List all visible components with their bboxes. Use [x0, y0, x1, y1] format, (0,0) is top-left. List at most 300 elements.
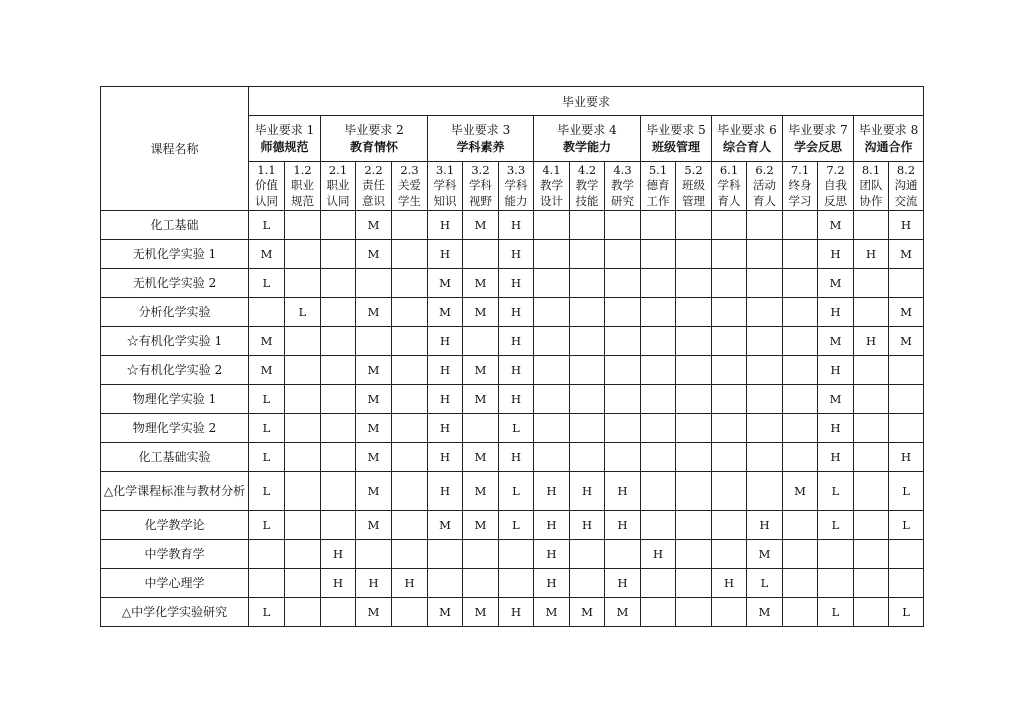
support-level-cell: [570, 443, 605, 472]
sub-requirement-header: [605, 162, 641, 211]
support-level-cell: M: [747, 598, 783, 627]
sub-requirement-code: 6.2: [755, 162, 774, 177]
support-level-cell: [712, 472, 747, 511]
sub-requirement-header: [356, 162, 392, 211]
requirement-header-7: [783, 116, 854, 162]
support-level-cell: [285, 385, 321, 414]
support-level-cell: L: [499, 511, 534, 540]
support-level-cell: [712, 240, 747, 269]
support-level-cell: H: [818, 443, 854, 472]
sub-requirement-code: 1.2: [293, 162, 312, 177]
sub-requirement-l1: 学科: [469, 178, 492, 193]
support-level-cell: [854, 385, 889, 414]
support-level-cell: H: [534, 569, 570, 598]
support-level-cell: [605, 443, 641, 472]
support-level-cell: [463, 569, 499, 598]
support-level-cell: [641, 298, 676, 327]
support-level-cell: [676, 414, 712, 443]
requirement-header-6: [712, 116, 783, 162]
sub-requirement-l2: 视野: [469, 193, 492, 208]
support-level-cell: [392, 240, 428, 269]
support-level-cell: [392, 511, 428, 540]
requirement-name: 班级管理: [651, 139, 700, 154]
support-level-cell: [605, 540, 641, 569]
sub-requirement-header: [641, 162, 676, 211]
support-level-cell: [676, 356, 712, 385]
support-level-cell: M: [570, 598, 605, 627]
support-level-cell: H: [605, 511, 641, 540]
table-row: [101, 327, 924, 356]
support-level-cell: H: [499, 327, 534, 356]
support-level-cell: M: [463, 269, 499, 298]
support-level-cell: [783, 598, 818, 627]
sub-requirement-l1: 教学: [611, 178, 634, 193]
sub-requirement-l1: 教学: [540, 178, 563, 193]
support-level-cell: M: [356, 240, 392, 269]
support-level-cell: [854, 598, 889, 627]
table-row: [101, 240, 924, 269]
support-level-cell: [570, 356, 605, 385]
support-level-cell: [676, 443, 712, 472]
course-name-cell: 无机化学实验 1: [101, 240, 249, 269]
support-level-cell: [641, 414, 676, 443]
support-level-cell: [676, 598, 712, 627]
support-level-cell: L: [499, 414, 534, 443]
support-level-cell: M: [463, 356, 499, 385]
support-level-cell: H: [356, 569, 392, 598]
support-level-cell: L: [747, 569, 783, 598]
support-level-cell: H: [534, 511, 570, 540]
sub-requirement-code: 3.2: [471, 162, 490, 177]
support-level-cell: [676, 211, 712, 240]
sub-requirement-l2: 反思: [824, 193, 847, 208]
support-level-cell: [285, 598, 321, 627]
support-level-cell: H: [428, 356, 463, 385]
sub-requirement-header: [285, 162, 321, 211]
support-level-cell: L: [249, 472, 285, 511]
support-level-cell: [321, 327, 356, 356]
support-level-cell: [783, 569, 818, 598]
support-level-cell: H: [428, 443, 463, 472]
support-level-cell: M: [463, 598, 499, 627]
sub-requirement-header: [818, 162, 854, 211]
support-level-cell: [889, 356, 924, 385]
sub-requirement-l1: 学科: [433, 178, 457, 193]
sub-requirement-l2: 学生: [398, 193, 421, 208]
sub-requirement-l1: 班级: [682, 178, 705, 193]
support-level-cell: H: [499, 211, 534, 240]
sub-requirement-code: 1.1: [257, 162, 276, 177]
support-level-cell: M: [463, 472, 499, 511]
support-level-cell: [712, 598, 747, 627]
support-level-cell: M: [463, 211, 499, 240]
support-level-cell: [747, 356, 783, 385]
course-rows: [101, 211, 924, 627]
support-level-cell: [534, 211, 570, 240]
support-level-cell: M: [356, 298, 392, 327]
support-level-cell: [641, 511, 676, 540]
support-level-cell: [392, 443, 428, 472]
support-level-cell: [889, 269, 924, 298]
graduation-requirements-header: 毕业要求: [249, 87, 924, 116]
sub-requirement-header: [463, 162, 499, 211]
support-level-cell: H: [818, 240, 854, 269]
support-level-cell: [605, 356, 641, 385]
support-level-cell: [747, 443, 783, 472]
support-level-cell: [463, 540, 499, 569]
support-level-cell: [534, 385, 570, 414]
support-level-cell: H: [818, 356, 854, 385]
support-level-cell: [854, 540, 889, 569]
sub-requirement-header: [321, 162, 356, 211]
support-level-cell: [676, 240, 712, 269]
support-level-cell: [641, 569, 676, 598]
support-level-cell: [285, 356, 321, 385]
support-level-cell: [392, 472, 428, 511]
support-level-cell: [428, 569, 463, 598]
table-row: [101, 443, 924, 472]
sub-requirement-l1: 职业: [291, 178, 314, 193]
sub-requirement-code: 4.2: [577, 162, 597, 177]
requirement-header-5: [641, 116, 712, 162]
support-level-cell: [676, 472, 712, 511]
support-level-cell: [570, 327, 605, 356]
support-level-cell: [747, 269, 783, 298]
support-level-cell: M: [463, 443, 499, 472]
table-row: [101, 472, 924, 511]
requirement-name: 沟通合作: [864, 139, 913, 154]
sub-requirement-code: 8.2: [896, 162, 916, 177]
requirement-number: 毕业要求 6: [717, 122, 777, 137]
support-level-cell: [570, 569, 605, 598]
support-level-cell: [392, 298, 428, 327]
requirement-header-1: [249, 116, 321, 162]
support-level-cell: L: [249, 598, 285, 627]
support-level-cell: [321, 269, 356, 298]
support-level-cell: [676, 385, 712, 414]
course-name-cell: ☆有机化学实验 2: [101, 356, 249, 385]
sub-requirement-code: 4.3: [613, 162, 632, 177]
support-level-cell: [712, 269, 747, 298]
support-level-cell: [463, 414, 499, 443]
sub-requirement-l1: 学科: [504, 178, 528, 193]
sub-requirement-header: [392, 162, 428, 211]
sub-requirement-l1: 责任: [362, 178, 385, 193]
support-level-cell: [392, 356, 428, 385]
support-level-cell: M: [818, 385, 854, 414]
support-level-cell: [392, 385, 428, 414]
course-name-cell: 化学教学论: [101, 511, 249, 540]
course-name-cell: 物理化学实验 1: [101, 385, 249, 414]
support-level-cell: [676, 269, 712, 298]
requirement-number: 毕业要求 1: [254, 122, 315, 137]
sub-requirement-header: [570, 162, 605, 211]
support-level-cell: [356, 327, 392, 356]
support-level-cell: H: [428, 211, 463, 240]
requirement-name: 教育情怀: [349, 139, 398, 154]
support-level-cell: [534, 356, 570, 385]
support-level-cell: H: [321, 569, 356, 598]
sub-requirement-l1: 活动: [753, 178, 776, 193]
support-level-cell: M: [249, 356, 285, 385]
support-level-cell: H: [321, 540, 356, 569]
requirement-name: 学科素养: [456, 139, 505, 154]
support-level-cell: [463, 327, 499, 356]
support-level-cell: [534, 443, 570, 472]
support-level-cell: M: [534, 598, 570, 627]
support-level-cell: M: [356, 472, 392, 511]
support-level-cell: [818, 540, 854, 569]
support-level-cell: H: [570, 511, 605, 540]
table-row: [101, 511, 924, 540]
support-level-cell: [854, 298, 889, 327]
requirement-name: 教学能力: [562, 139, 611, 154]
support-level-cell: L: [818, 511, 854, 540]
sub-requirement-l1: 德育: [646, 178, 670, 193]
support-level-cell: [676, 511, 712, 540]
sub-requirement-l2: 研究: [611, 193, 634, 208]
support-level-cell: [605, 269, 641, 298]
support-level-cell: M: [463, 298, 499, 327]
support-level-cell: H: [747, 511, 783, 540]
support-level-cell: [570, 211, 605, 240]
support-level-cell: [249, 569, 285, 598]
sub-requirement-code: 2.3: [400, 162, 419, 177]
support-level-cell: [747, 385, 783, 414]
support-level-cell: [392, 269, 428, 298]
support-level-cell: H: [428, 385, 463, 414]
requirement-header-3: [428, 116, 534, 162]
support-level-cell: [889, 569, 924, 598]
support-level-cell: L: [249, 385, 285, 414]
support-level-cell: [641, 443, 676, 472]
support-level-cell: [570, 414, 605, 443]
support-level-cell: M: [818, 327, 854, 356]
support-level-cell: [854, 211, 889, 240]
sub-requirement-code: 6.1: [719, 162, 739, 177]
support-level-cell: [570, 540, 605, 569]
support-level-cell: [641, 598, 676, 627]
support-level-cell: H: [889, 211, 924, 240]
support-level-cell: [783, 240, 818, 269]
support-level-cell: [605, 211, 641, 240]
support-level-cell: [676, 327, 712, 356]
support-level-cell: L: [818, 598, 854, 627]
support-level-cell: [712, 540, 747, 569]
support-level-cell: [285, 327, 321, 356]
support-level-cell: M: [356, 511, 392, 540]
support-level-cell: H: [499, 385, 534, 414]
support-level-cell: [285, 569, 321, 598]
support-level-cell: [783, 298, 818, 327]
support-level-cell: [747, 298, 783, 327]
sub-requirement-l1: 关爱: [398, 178, 421, 193]
sub-requirement-header: [676, 162, 712, 211]
support-level-cell: [747, 472, 783, 511]
sub-requirement-l2: 能力: [504, 193, 528, 208]
support-level-cell: [854, 511, 889, 540]
support-level-cell: [641, 240, 676, 269]
requirement-number: 毕业要求 8: [858, 122, 919, 137]
support-level-cell: [712, 356, 747, 385]
support-level-cell: M: [249, 240, 285, 269]
support-level-cell: M: [889, 327, 924, 356]
sub-requirement-l2: 认同: [255, 193, 278, 208]
requirement-number: 毕业要求 7: [788, 122, 848, 137]
sub-requirement-l1: 沟通: [894, 178, 918, 193]
support-level-cell: [889, 540, 924, 569]
sub-requirement-code: 3.3: [506, 162, 526, 177]
table-row: [101, 269, 924, 298]
support-level-cell: [321, 414, 356, 443]
support-level-cell: H: [499, 598, 534, 627]
support-level-cell: [534, 327, 570, 356]
support-level-cell: M: [356, 443, 392, 472]
support-level-cell: [818, 569, 854, 598]
support-level-cell: [783, 443, 818, 472]
sub-requirement-l2: 协作: [859, 193, 883, 208]
sub-requirement-l1: 学科: [717, 178, 741, 193]
support-level-cell: [676, 569, 712, 598]
support-level-cell: [712, 211, 747, 240]
sub-requirement-code: 5.2: [684, 162, 703, 177]
sub-requirement-header: [783, 162, 818, 211]
course-name-cell: 化工基础: [101, 211, 249, 240]
support-level-cell: [321, 385, 356, 414]
support-level-cell: [854, 269, 889, 298]
support-level-cell: [747, 240, 783, 269]
sub-requirement-header: [249, 162, 285, 211]
support-level-cell: [392, 598, 428, 627]
support-level-cell: [356, 269, 392, 298]
sub-requirement-l1: 价值: [255, 178, 278, 193]
support-level-cell: M: [428, 511, 463, 540]
requirement-number: 毕业要求 2: [344, 122, 404, 137]
support-level-cell: H: [392, 569, 428, 598]
support-level-cell: H: [499, 443, 534, 472]
requirement-name: 学会反思: [793, 139, 842, 154]
support-level-cell: H: [818, 298, 854, 327]
support-level-cell: [321, 443, 356, 472]
sub-requirement-header: [499, 162, 534, 211]
support-level-cell: H: [605, 569, 641, 598]
support-level-cell: H: [499, 269, 534, 298]
sub-requirement-l1: 职业: [326, 178, 350, 193]
sub-requirement-l2: 育人: [717, 193, 741, 208]
support-level-cell: H: [534, 540, 570, 569]
sub-requirement-code: 2.1: [328, 162, 348, 177]
support-level-cell: [605, 327, 641, 356]
support-level-cell: [285, 240, 321, 269]
sub-requirement-header: [889, 162, 924, 211]
sub-requirement-l2: 知识: [433, 193, 457, 208]
support-level-cell: H: [534, 472, 570, 511]
table-row: [101, 540, 924, 569]
support-level-cell: [712, 385, 747, 414]
support-level-cell: M: [249, 327, 285, 356]
graduation-requirements-matrix: [100, 86, 924, 627]
sub-requirement-code: 5.1: [648, 162, 668, 177]
course-name-cell: ☆有机化学实验 1: [101, 327, 249, 356]
support-level-cell: M: [889, 240, 924, 269]
support-level-cell: H: [570, 472, 605, 511]
support-level-cell: [783, 511, 818, 540]
support-level-cell: [463, 240, 499, 269]
requirement-name: 师德规范: [260, 139, 309, 154]
support-level-cell: [321, 298, 356, 327]
course-name-cell: 化工基础实验: [101, 443, 249, 472]
support-level-cell: [641, 327, 676, 356]
requirement-number: 毕业要求 5: [646, 122, 706, 137]
support-level-cell: H: [428, 327, 463, 356]
support-level-cell: M: [356, 356, 392, 385]
support-level-cell: [783, 540, 818, 569]
support-level-cell: L: [249, 211, 285, 240]
support-level-cell: [356, 540, 392, 569]
support-level-cell: M: [747, 540, 783, 569]
support-level-cell: [783, 356, 818, 385]
support-level-cell: M: [818, 269, 854, 298]
sub-requirement-header: [428, 162, 463, 211]
support-level-cell: [285, 269, 321, 298]
sub-requirement-l2: 管理: [682, 193, 705, 208]
support-level-cell: M: [605, 598, 641, 627]
support-level-cell: [854, 443, 889, 472]
table-row: [101, 385, 924, 414]
support-level-cell: L: [285, 298, 321, 327]
table-row: [101, 569, 924, 598]
support-level-cell: [570, 298, 605, 327]
support-level-cell: [534, 298, 570, 327]
support-level-cell: M: [356, 598, 392, 627]
support-level-cell: L: [249, 269, 285, 298]
support-level-cell: [747, 211, 783, 240]
sub-requirement-code: 2.2: [364, 162, 383, 177]
sub-requirement-l2: 设计: [540, 193, 563, 208]
support-level-cell: [712, 298, 747, 327]
support-level-cell: [605, 385, 641, 414]
support-level-cell: L: [889, 511, 924, 540]
sub-requirement-header: [712, 162, 747, 211]
support-level-cell: H: [641, 540, 676, 569]
support-level-cell: [605, 414, 641, 443]
support-level-cell: M: [428, 298, 463, 327]
support-level-cell: [534, 414, 570, 443]
sub-requirement-code: 7.1: [790, 162, 810, 177]
support-level-cell: [321, 472, 356, 511]
course-name-cell: 中学教育学: [101, 540, 249, 569]
support-level-cell: H: [818, 414, 854, 443]
requirement-number: 毕业要求 3: [450, 122, 511, 137]
sub-requirement-header: [534, 162, 570, 211]
course-name-cell: 无机化学实验 2: [101, 269, 249, 298]
support-level-cell: [889, 414, 924, 443]
course-name-cell: △中学化学实验研究: [101, 598, 249, 627]
support-level-cell: H: [854, 327, 889, 356]
support-level-cell: [641, 385, 676, 414]
table-row: [101, 414, 924, 443]
course-name-header: 课程名称: [101, 87, 249, 211]
support-level-cell: M: [463, 511, 499, 540]
support-level-cell: M: [783, 472, 818, 511]
support-level-cell: [641, 472, 676, 511]
sub-requirement-l2: 交流: [894, 193, 918, 208]
support-level-cell: M: [463, 385, 499, 414]
support-level-cell: [321, 211, 356, 240]
sub-requirement-code: 7.2: [826, 162, 845, 177]
sub-requirement-l1: 终身: [788, 178, 812, 193]
support-level-cell: [285, 211, 321, 240]
